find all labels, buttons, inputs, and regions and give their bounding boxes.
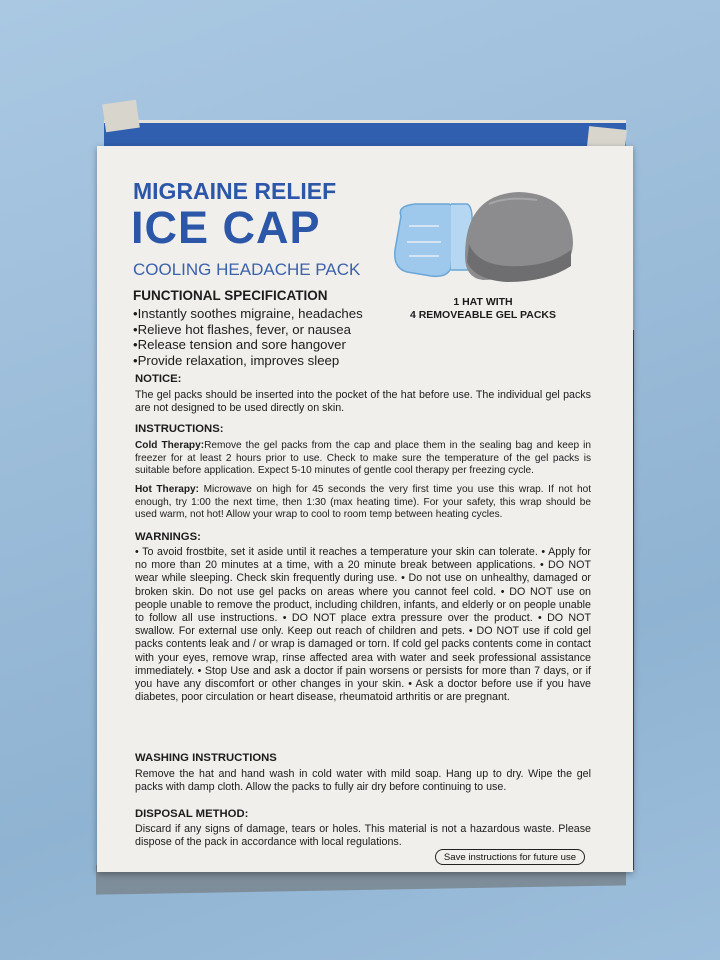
product-title-line2: ICE CAP [131,202,321,253]
warnings-heading: WARNINGS: [135,531,201,543]
washing-heading: WASHING INSTRUCTIONS [135,752,277,764]
disposal-heading: DISPOSAL METHOD: [135,808,249,820]
package-back-panel [97,146,633,872]
product-subtitle: COOLING HEADACHE PACK [133,260,361,279]
spec-item: • Release tension and sore hangover [133,337,363,353]
spec-heading: FUNCTIONAL SPECIFICATION [133,288,328,303]
product-title-line1: MIGRAINE RELIEF [133,178,337,204]
cold-therapy-body: Remove the gel packs from the cap and place them in the sealing bag and keep in freezer for at least 2 hours prior to use. Check to make sure the temperature of the gel packs is suitable before application. Expect 5-10 minutes of gentle cool therapy per freezing cycle. [135,440,592,477]
gel-pack-icon [395,204,472,276]
hat-caption [393,296,573,322]
notice-text: The gel packs should be inserted into the pocket of the hat before use. The individual gel packs are not designed to be used directly on skin. [135,389,591,415]
disposal-text: Discard if any signs of damage, tears or holes. This material is not a hazardous waste. Please dispose of the pack in accordance with local regulations. [135,823,591,849]
hot-therapy-text [135,484,591,522]
spec-list [133,306,363,368]
washing-text: Remove the hat and hand wash in cold water with mild soap. Hang up to dry. Wipe the gel packs with damp cloth. Allow the packs to fully air dry before continuing to use. [135,768,591,794]
spec-item: • Provide relaxation, improves sleep [133,353,363,369]
spec-item: • Instantly soothes migraine, headaches [133,306,363,322]
notice-heading: NOTICE: [135,373,182,385]
instructions-heading: INSTRUCTIONS: [135,423,224,435]
cold-therapy-text [135,440,591,478]
hat-and-gel-packs-image [387,186,577,286]
box-flap-left [102,100,140,132]
hot-therapy-label: Hot Therapy: [135,484,200,495]
hot-therapy-body: Microwave on high for 45 seconds the very first time you use this wrap. If not hot enough, try 1:00 the next time, then 1:30 (max heating time). For your safety, this wrap should be used warm, not hot! Allow your wrap to cool to room temp between heating cycles. [135,484,591,521]
hat-caption-line2: 4 REMOVEABLE GEL PACKS [409,309,557,321]
warnings-text: • To avoid frostbite, set it aside until it reaches a temperature your skin can tolerate. • Apply for no more than 20 minutes at a time, with a 20 minute break between applications. • DO NOT wear while sleeping. Check skin frequently during use. • Do not use on unhealthy, damaged or broken skin. Do not use gel packs on areas where you cannot feel cold. • DO NOT use on people unable to remove the product, including children, infants, and elderly or on people unable to follow all use instructions. • DO NOT place extra pressure over the product. • DO NOT swallow. For external use only. Keep out reach of children and pets. • DO NOT use if cold gel packs contents leak and / or wrap is damaged or torn. If cold gel packs contents come in contact with your eyes, remove wrap, rinse affected area with water and seek professional assistance immediately. • Stop Use and ask a doctor if pain worsens or persists for more than 7 days, or if you have any discomfort or other changes in your skin. • Ask a doctor before use if you have diabetes, poor circulation or heart disease, rheumatoid arthritis or are pregnant. [135,546,591,704]
hat-caption-line1: 1 HAT WITH [453,296,513,308]
hat-icon [465,192,573,282]
cold-therapy-label: Cold Therapy: [135,440,205,451]
spec-item: • Relieve hot flashes, fever, or nausea [133,322,363,338]
save-instructions-label: Save instructions for future use [435,849,585,865]
